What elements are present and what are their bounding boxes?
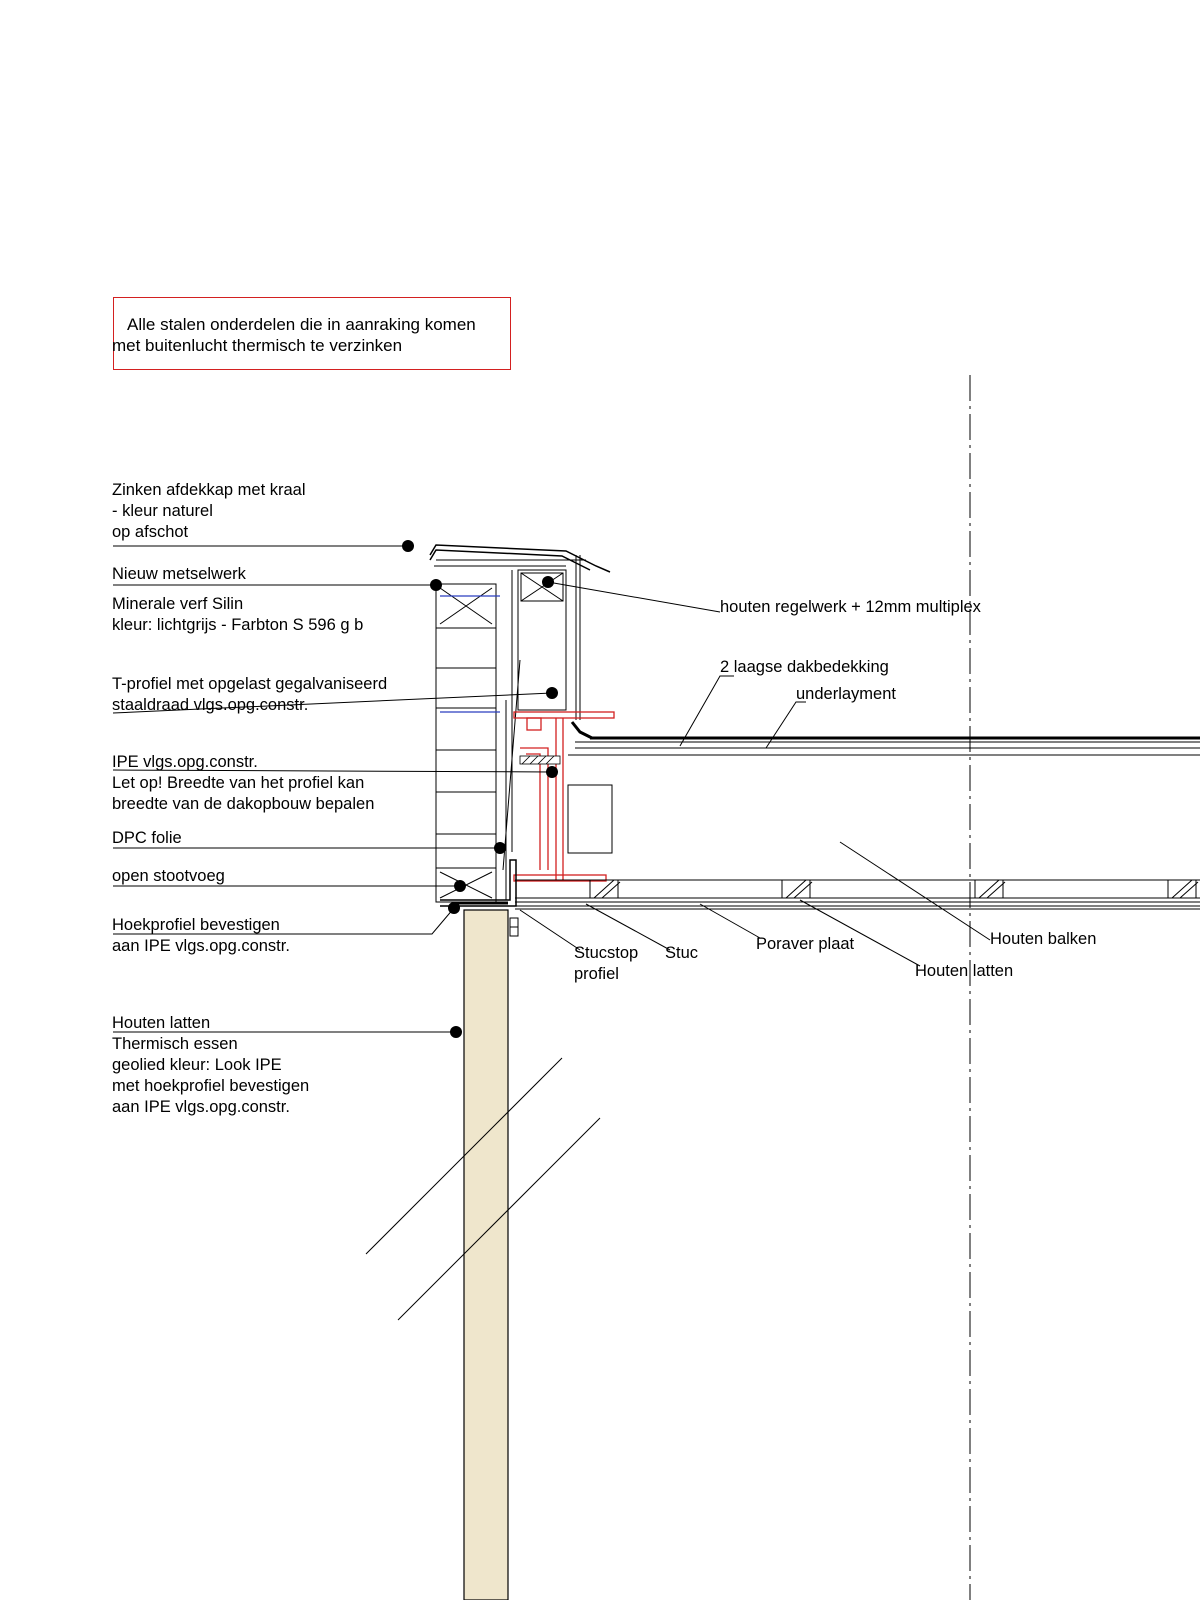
label-stuc: Stuc [665,944,699,962]
label-stucstop-1: Stucstop [574,944,639,962]
zinc-cap [430,545,610,572]
label-battens-right: Houten latten [915,962,1014,980]
masonry-wall [436,584,496,902]
timber-battens-column [464,910,508,1600]
label-stucstop-2: profiel [574,965,619,983]
label-corner-1: Hoekprofiel bevestigen [112,916,280,934]
label-dpc: DPC folie [112,829,182,847]
note-line-2: met buitenlucht thermisch te verzinken [112,336,403,355]
parapet-framing [503,555,612,900]
label-masonry: Nieuw metselwerk [112,565,246,583]
label-ipe-3: breedte van de dakopbouw bepalen [112,795,375,813]
ceiling-buildup [515,880,1200,909]
label-framing: houten regelwerk + 12mm multiplex [720,598,981,616]
label-t-profile-2: staaldraad vlgs.opg.constr. [112,696,309,714]
roof-buildup [568,722,1200,755]
label-underlayment: underlayment [796,685,896,703]
label-ipe-1: IPE vlgs.opg.constr. [112,753,258,771]
label-battens-left-1: Houten latten [112,1014,211,1032]
label-battens-left-2: Thermisch essen [112,1035,238,1053]
label-battens-left-3: geolied kleur: Look IPE [112,1056,282,1074]
label-corner-2: aan IPE vlgs.opg.constr. [112,937,290,955]
ipe-flange-hatch [520,756,560,764]
label-beams: Houten balken [990,930,1097,948]
label-zinc-cap-1: Zinken afdekkap met kraal [112,481,306,499]
label-zinc-cap-3: op afschot [112,523,189,541]
note-line-1: Alle stalen onderdelen die in aanraking komen [127,315,476,334]
label-roofing: 2 laagse dakbedekking [720,658,889,676]
label-paint-2: kleur: lichtgrijs - Farbton S 596 g b [112,616,364,634]
label-paint-1: Minerale verf Silin [112,595,244,613]
bolt-head [510,918,518,936]
label-t-profile-1: T-profiel met opgelast gegalvaniseerd [112,675,388,693]
label-ipe-2: Let op! Breedte van het profiel kan [112,774,365,792]
label-poraver: Poraver plaat [756,935,855,953]
label-battens-left-5: aan IPE vlgs.opg.constr. [112,1098,290,1116]
label-zinc-cap-2: - kleur naturel [112,502,213,520]
label-battens-left-4: met hoekprofiel bevestigen [112,1077,310,1095]
label-joint: open stootvoeg [112,867,225,885]
